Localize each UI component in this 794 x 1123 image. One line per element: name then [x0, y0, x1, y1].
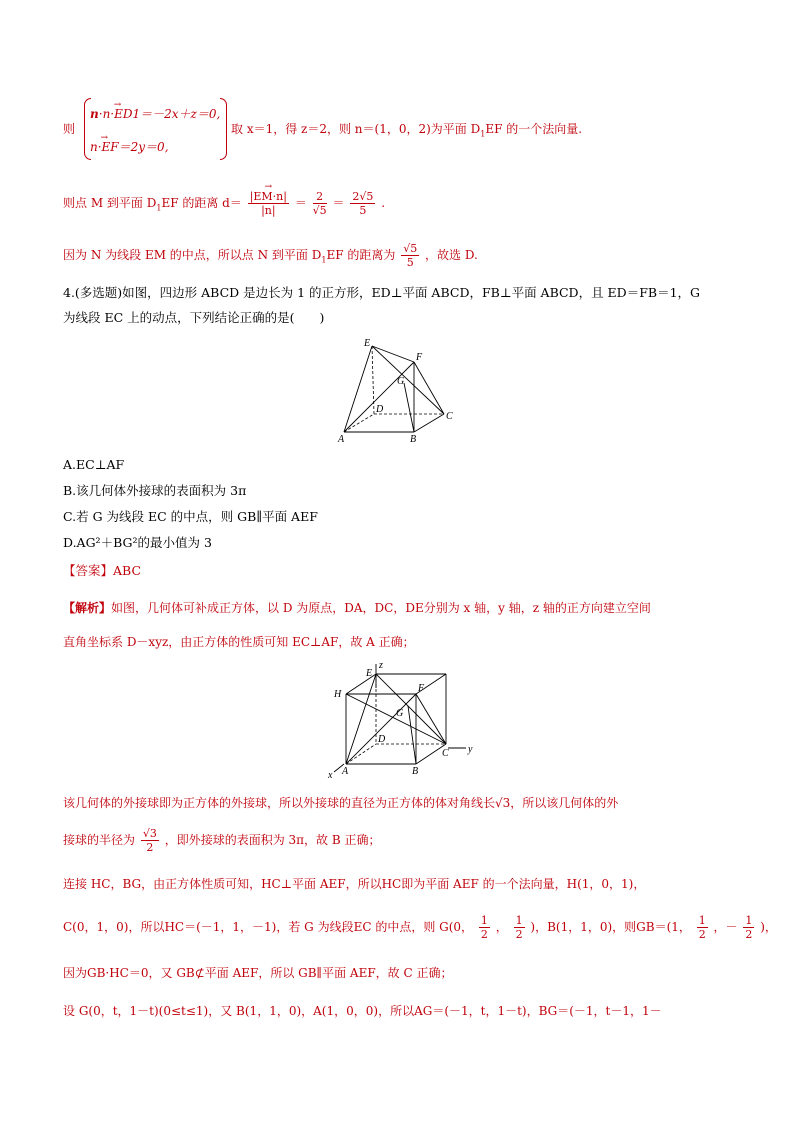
cube-figure	[326, 660, 476, 780]
cube-ec	[376, 674, 446, 744]
edge-bc	[414, 414, 444, 432]
distance-fraction-2: $\frac{2}{√5}$	[312, 190, 327, 217]
answer-tag: 【答案】	[63, 563, 114, 578]
fig1-label-e: E	[364, 338, 371, 349]
edge-gb	[404, 383, 414, 432]
cube-af	[346, 694, 416, 764]
answer-value: ABC	[113, 563, 142, 578]
analysis-line-7: 因为GB·HC＝0，又 GB⊄平面 AEF，所以 GB∥平面 AEF，故 C 正确；	[63, 966, 453, 980]
fig2-label-h: H	[334, 689, 342, 700]
analysis-line-1: 【解析】如图，几何体可补成正方体，以 D 为原点，DA，DC，DE分别为 x 轴，y 轴，z 轴的正方向建立空间	[63, 601, 651, 615]
edge-af	[344, 362, 414, 432]
fig2-label-f: F	[418, 683, 425, 694]
analysis-tag: 【解析】	[63, 601, 112, 615]
gb-frac-1: $\frac{1}{2}$	[698, 914, 706, 941]
q4-stem-line-1: 4.(多选题)如图，四边形 ABCD 是边长为 1 的正方形，ED⊥平面 ABCD，FB⊥平面 ABCD，且 ED＝FB＝1，G	[63, 285, 701, 300]
cube-ea	[346, 674, 376, 764]
midpoint-fraction: $\frac{√5}{5}$	[403, 242, 418, 269]
fig2-label-d: D	[378, 734, 386, 745]
fig1-label-f: F	[416, 352, 423, 363]
analysis-line-6: C(0，1，0)，所以HC＝(－1，1，－1)，若 G 为线段EC 的中点，则 G(0， $\frac{1}{2}$ ， $\frac{1}{2}$ )，B(1，1，0)，则GB＝(1， $\frac{1}{2}$ ，－ $\frac{1}{2}$ )，	[63, 914, 777, 941]
g-coord-frac-1: $\frac{1}{2}$	[480, 914, 488, 941]
fig1-label-b: B	[410, 434, 417, 445]
fig2-label-a: A	[342, 766, 349, 777]
fig2-label-x: x	[328, 770, 333, 780]
fig1-label-g: G	[397, 376, 405, 387]
fig2-label-b: B	[412, 766, 419, 777]
option-c: C.若 G 为线段 EC 的中点，则 GB∥平面 AEF	[63, 509, 318, 524]
fig2-label-c: C	[442, 748, 449, 759]
cube-gb	[408, 706, 416, 764]
system-eq-2: → n·EF＝2y＝0,	[90, 139, 169, 155]
q4-stem-line-2: 为线段 EC 上的动点，下列结论正确的是( )	[63, 310, 325, 325]
g-coord-frac-2: $\frac{1}{2}$	[515, 914, 523, 941]
radius-fraction: $\frac{√3}{2}$	[142, 827, 157, 854]
option-a: A.EC⊥AF	[63, 457, 125, 472]
distance-line: 则点 M 到平面 $D_1EF$ 的距离 d＝ → $\frac{|EM\cdot n|}{|n|}$ ＝ $\frac{2}{√5}$ ＝ $\frac{2√5}{5}$ .	[63, 188, 385, 223]
system-right-brace	[220, 98, 227, 160]
vec-ef: → n·EF	[90, 139, 119, 155]
midpoint-line: 因为 N 为线段 EM 的中点，所以点 N 到平面 $D_1EF$ 的距离为 $\frac{√5}{5}$ ，故选 D.	[63, 242, 478, 269]
edge-fc	[414, 362, 444, 414]
fig1-label-a: A	[338, 434, 345, 445]
option-b: B.该几何体外接球的表面积为 3π	[63, 483, 247, 498]
edge-ef	[372, 346, 414, 362]
analysis-line-2: 直角坐标系 D－xyz，由正方体的性质可知 EC⊥AF，故 A 正确；	[63, 635, 415, 649]
option-d: D.AG²＋BG²的最小值为 3	[63, 535, 212, 550]
gb-frac-2: $\frac{1}{2}$	[745, 914, 753, 941]
fig2-label-y: y	[468, 744, 473, 755]
distance-fraction-3: $\frac{2√5}{5}$	[352, 190, 374, 217]
answer-line	[63, 563, 141, 579]
fig1-label-d: D	[376, 404, 384, 415]
analysis-line-5: 连接 HC，BG，由正方体性质可知，HC⊥平面 AEF，所以HC即为平面 AEF 的一个法向量，H(1，0，1)，	[63, 877, 646, 891]
analysis-line-4: 接球的半径为 $\frac{√3}{2}$ ，即外接球的表面积为 3π，故 B 正确；	[63, 827, 381, 854]
q4-figure	[334, 336, 454, 446]
fig2-label-z: z	[379, 660, 383, 671]
analysis-line-3: 该几何体的外接球即为正方体的外接球，所以外接球的直径为正方体的体对角线长√3，所以该几何体的外	[63, 796, 619, 810]
analysis-line-8: 设 G(0，t，1－t)(0≤t≤1)，又 B(1，1，0)，A(1，0，0)，所以AG＝(－1，t，1－t)，BG＝(－1，t－1，1－	[63, 1004, 662, 1018]
normal-vector-line: 取 x＝1，得 z＝2，则 n＝(1，0，2)为平面 $D_1EF$ 的一个法向量.	[231, 122, 583, 139]
fig2-label-g: G	[396, 708, 404, 719]
distance-fraction-1: → $\frac{|EM\cdot n|}{|n|}$	[248, 190, 289, 217]
cube-ad	[346, 744, 376, 764]
edge-ea	[344, 346, 372, 432]
system-eq-1: n·→ n·ED1＝－2x＋z＝0,	[90, 106, 220, 122]
then-label: 则	[63, 122, 76, 136]
vec-ed: → n·ED	[103, 106, 133, 122]
fig1-label-c: C	[446, 411, 453, 422]
fig2-label-e: E	[366, 668, 373, 679]
